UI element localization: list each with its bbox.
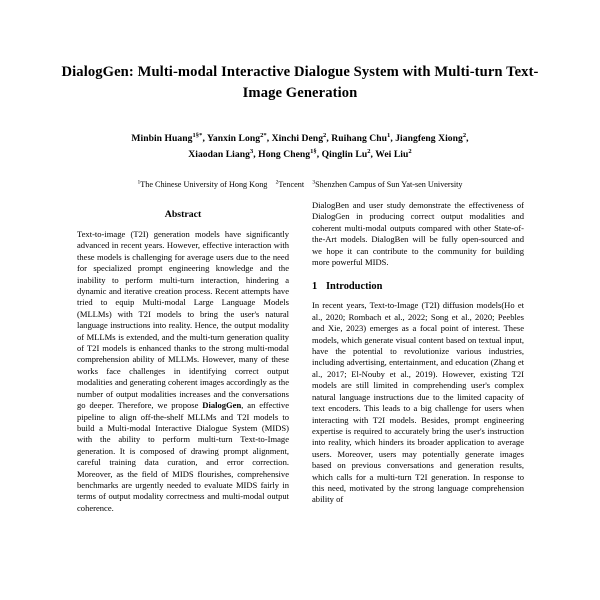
author-sup: 1§* (192, 132, 203, 140)
right-column (312, 200, 524, 600)
author-sup: 1 (387, 132, 391, 140)
affiliation-marker: 3 (312, 179, 316, 186)
affiliation-marker: 2 (275, 179, 279, 186)
abstract-text-part-1: Text-to-image (T2I) generation models have significantly advanced in recent years. However, effective interaction with these models is challenging for average users due to the need for specialized prompt engineering knowledge and the inability to perform multi-turn interaction, hindering a dynamic and iterative creation process. Recent attempts have tried to equip Multi-modal Large Language Models (MLLMs) with T2I models to bring the user's natural language instructions into reality. Hence, the output modality of MLLMs is extended, and the multi-turn generation quality of T2I models is enhanced thanks to the strong multi-modal comprehension ability of MLLMs. However, many of these works face challenges in identifying correct output modalities and generating coherent images accordingly as the number of output modalities increases and the conversations go deeper. Therefore, we propose (77, 229, 289, 411)
author-sup: 2 (367, 147, 371, 155)
author-line-1: Minbin Huang$^{1\S*}$, Yanxin Long$^{2*}$, Xinchi Deng$^2$, Ruihang Chu$^1$, Jiangfeng Xiong$^2$, (131, 132, 469, 145)
section-title: Introduction (326, 281, 383, 293)
two-column-body (0, 200, 600, 600)
author-line-2: Xiaodan Liang$^3$, Hong Cheng$^{1\S}$, Qinglin Lu$^2$, Wei Liu$^2$ (188, 147, 412, 160)
affiliation-3: $^3$Shenzhen Campus of Sun Yat-sen University (312, 179, 463, 190)
abstract-continuation-paragraph: DialogBen and user study demonstrate the effectiveness of DialogGen in producing correct output modalities and coherent multi-modal outputs compared with other State-of-the-Art models. DialogBen will be fully open-sourced and we hope it can contribute to the community for building more powerful MIDS. (312, 200, 524, 268)
section-heading-introduction (312, 268, 524, 300)
author-sup: 2 (408, 147, 412, 155)
page-title: DialogGen: Multi-modal Interactive Dialogue System with Multi-turn Text-Image Generation (61, 64, 539, 102)
affiliation-2: $^2$Tencent (275, 179, 305, 190)
section-number: 1 (312, 281, 318, 293)
abstract-heading: Abstract (164, 209, 202, 220)
author-list (48, 104, 552, 162)
abstract-bold-term: DialogGen (202, 400, 242, 411)
author-sup: 1§ (310, 147, 317, 155)
introduction-paragraph: In recent years, Text-to-Image (T2I) diffusion models(Ho et al., 2020; Rombach et al., 2022; Song et al., 2020; Peebles and Xie, 2023) emerges as a focal point of interest. These models, which generate visual content based on textual input, have the potential to revolutionize various industries, including advertising, entertainment, and education (Zhang et al., 2017; El-Nouby et al., 2019). However, existing T2I models are still limited in comprehending user's complex natural language instructions due to the limited capacity of text encoders. This leads to a big challenge for users when interacting with T2I models. Besides, prompt engineering expertise is required to accurately bring the user's instruction into reality, which hinders its broader application to average users. Moreover, users may potentially generate images based on previous conversations and generation results, which calls for a multi-turn T2I generation. In response to this need, motivated by the strong language comprehension ability of (312, 300, 524, 505)
affiliation-1: $^1$The Chinese University of Hong Kong (137, 179, 268, 190)
abstract-text-part-2: , an effective pipeline to align off-the-shelf MLLMs and T2I models to build a Multi-modal Interactive Dialogue System (MIDS) with the ability to perform multi-turn Text-to-Image generation. It is composed of drawing prompt alignment, careful training data curation, and error correction. Moreover, as the field of MIDS flourishes, comprehensive benchmarks are urgently needed to evaluate MIDS fairly in terms of output modality correctness and multi-modal output coherence. (77, 400, 289, 513)
author-sup: 2 (323, 132, 327, 140)
paper-header (0, 0, 600, 191)
affiliation-list (48, 162, 552, 190)
author-sup: 2* (260, 132, 267, 140)
affiliation-marker: 1 (137, 179, 141, 186)
left-column (77, 200, 289, 600)
author-sup: 2 (462, 132, 467, 140)
abstract-paragraph (77, 229, 289, 514)
author-sup: 3 (249, 147, 254, 155)
